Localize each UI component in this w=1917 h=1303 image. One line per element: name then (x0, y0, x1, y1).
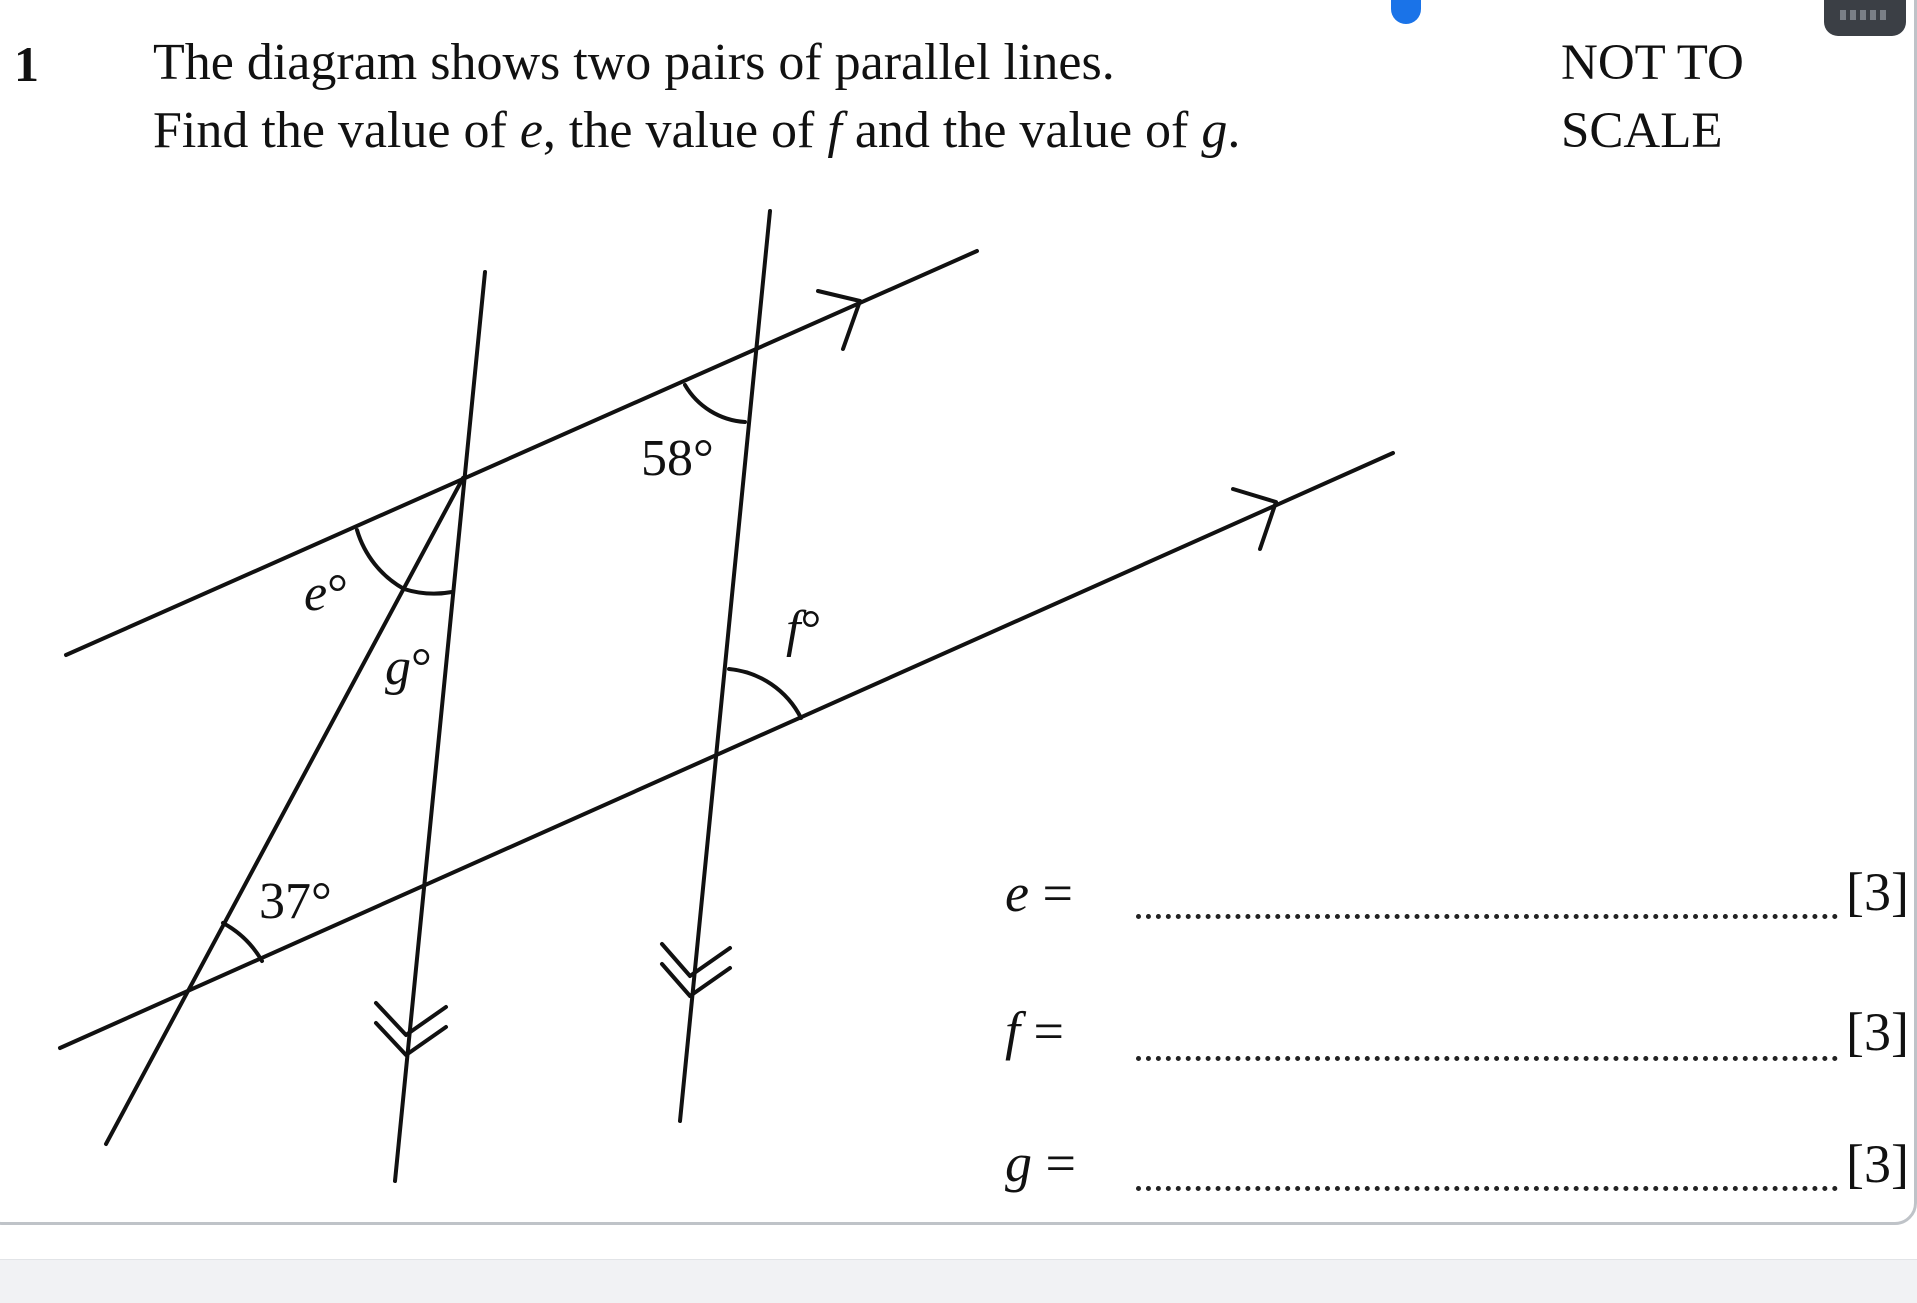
bottom-bar (0, 1259, 1917, 1303)
not-to-scale-note-line-2: SCALE (1561, 103, 1723, 159)
angle-label-g (385, 640, 432, 696)
angle-variable-g: g (385, 639, 411, 696)
question-text-part: , the value of (542, 102, 828, 159)
angle-arc-37 (223, 923, 262, 961)
upper-parallel-line (66, 251, 977, 655)
question-number: 1 (14, 36, 39, 92)
marks-e: [3] (1846, 862, 1909, 922)
angle-arc-e (357, 530, 404, 589)
question-variable-g: g (1201, 102, 1228, 159)
question-text-line-1: The diagram shows two pairs of parallel lines. (153, 34, 1115, 91)
degree-symbol: ° (411, 639, 432, 696)
angle-label-37: 37° (259, 873, 332, 930)
equals-sign: = (1045, 1133, 1076, 1193)
answer-field-e[interactable] (1136, 914, 1838, 919)
question-text-part: . (1227, 102, 1241, 159)
answer-variable: g (1005, 1133, 1032, 1193)
angle-arc-g (404, 589, 452, 594)
angle-variable-e: e (304, 565, 328, 622)
question-variable-e: e (519, 102, 543, 159)
left-transversal-line (395, 272, 485, 1181)
answer-field-g[interactable] (1136, 1186, 1838, 1191)
answer-label-f (1005, 1001, 1064, 1061)
question-text-part: and the value of (841, 102, 1202, 159)
equals-sign: = (1033, 1001, 1064, 1061)
answer-label-e (1005, 863, 1073, 923)
degree-symbol: ° (800, 601, 822, 658)
angle-variable-f: f (786, 601, 801, 658)
not-to-scale-note-line-1: NOT TO (1561, 35, 1744, 91)
answer-label-g (1005, 1133, 1076, 1193)
answer-field-f[interactable] (1136, 1056, 1838, 1061)
question-variable-f: f (827, 102, 842, 159)
degree-symbol: ° (327, 565, 348, 622)
angle-arc-f (729, 669, 801, 718)
answer-variable: f (1005, 1001, 1021, 1061)
equals-sign: = (1042, 863, 1073, 923)
angle-label-58: 58° (641, 430, 714, 487)
marks-f: [3] (1846, 1002, 1909, 1062)
single-arrow-mark-lower (1233, 489, 1276, 549)
angle-arc-58 (685, 385, 745, 422)
angle-label-e (304, 566, 348, 622)
answer-variable: e (1005, 863, 1029, 923)
question-text-part: Find the value of (153, 102, 520, 159)
angle-label-f (786, 602, 821, 658)
right-transversal-line (680, 211, 770, 1121)
marks-g: [3] (1846, 1134, 1909, 1194)
